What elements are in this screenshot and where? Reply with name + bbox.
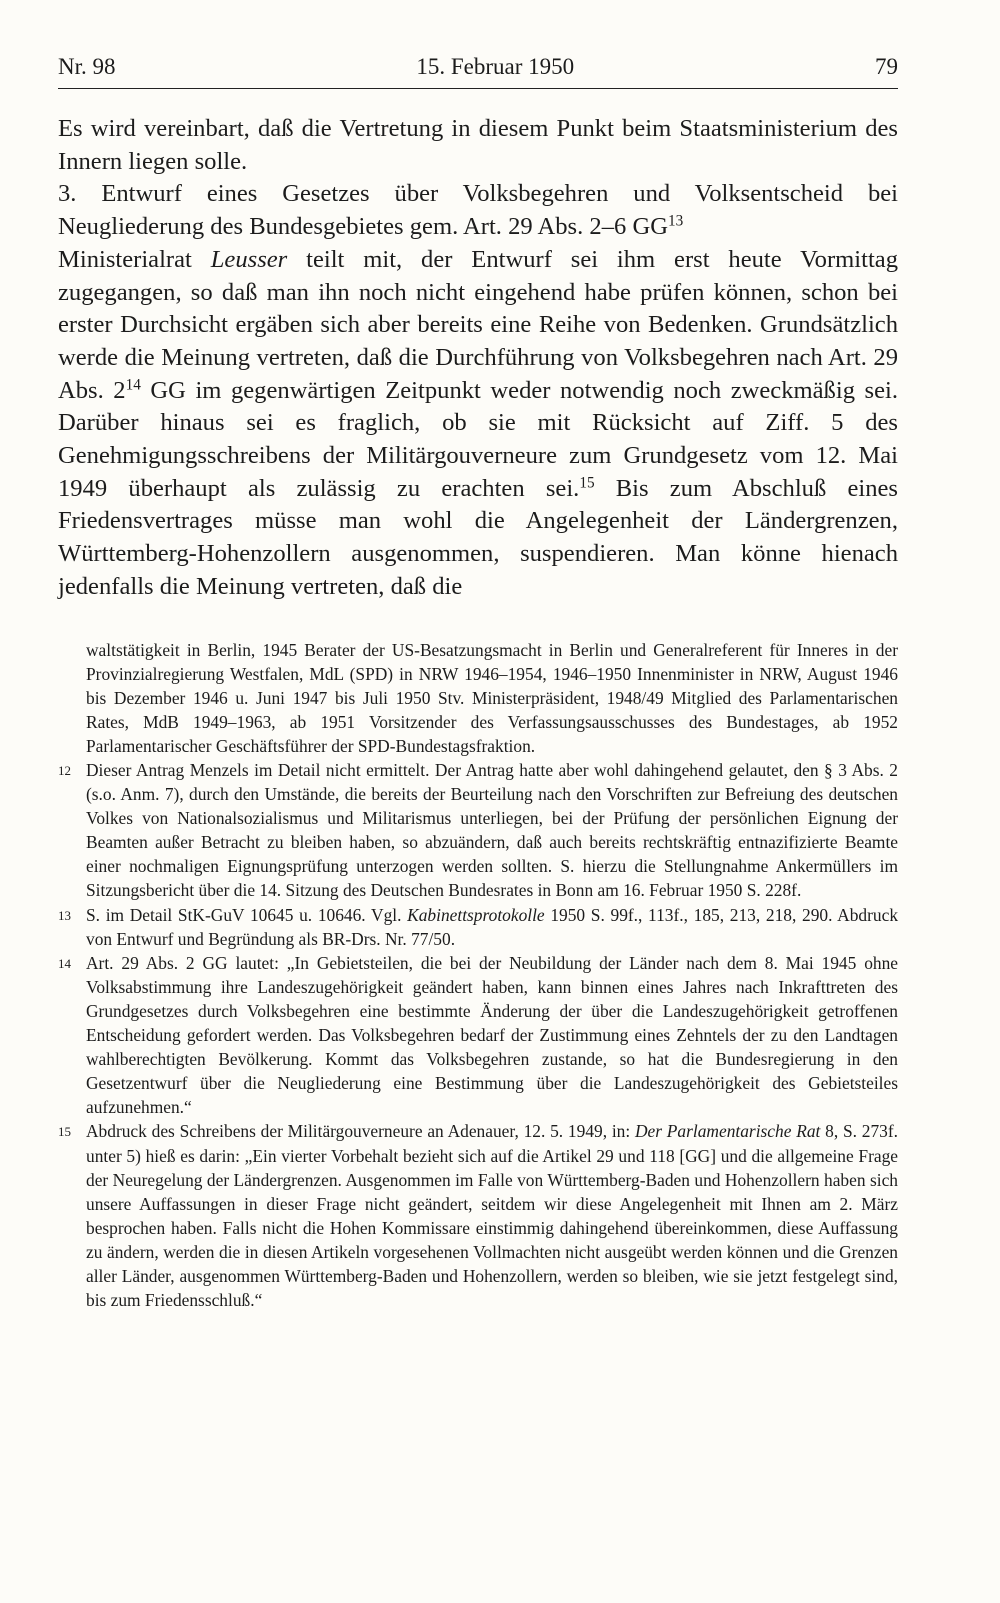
footnote-number: 13	[58, 907, 71, 923]
footnote-number: 12	[58, 763, 71, 779]
paragraph-leusser-intro: Ministerialrat	[58, 245, 211, 273]
cited-work: Kabinettsprotokolle	[407, 904, 545, 925]
footnotes	[58, 638, 898, 1313]
paragraph-leusser-part2: GG im gegenwärtigen Zeitpunkt weder notwendig noch zweckmäßig sei. Darüber hinaus sei es fraglich, ob sie mit Rücksicht auf Ziff. 5 des Genehmigungsschreibens der Militärgouverneure zum Grundgesetz vom 12. Mai 1949 überhaupt als zulässig zu erachten sei.	[58, 376, 898, 502]
footnote-ref-15: 15	[579, 474, 595, 492]
paragraph-leusser-part3: Bis zum Abschluß eines Friedensvertrages müsse man wohl die Angelegenheit der Ländergrenzen, Württemberg-Hohenzollern ausgenommen, suspendieren. Man könne hienach jedenfalls die Meinung vertreten, daß die	[58, 474, 898, 600]
footnote-text: Dieser Antrag Menzels im Detail nicht ermittelt. Der Antrag hatte aber wohl dahingehend gelautet, den § 3 Abs. 2 (s.o. Anm. 7), durch den Umstände, die bereits der Beurteilung nach den Vorschriften zur Befreiung des deutschen Volkes von Nationalsozialismus und Militarismus unterliegen, bei der Prüfung der persönlichen Eignung der Beamten außer Betracht zu bleiben haben, so abzuändern, daß auch bereits rechtskräftig entnazifizierte Beamte einer nochmaligen Eignungsprüfung unterzogen werden sollten. S. hierzu die Stellungnahme Ankermüllers im Sitzungsbericht über die 14. Sitzung des Deutschen Bundesrates in Bonn am 16. Februar 1950 S. 228f.	[86, 760, 898, 901]
running-header	[58, 54, 898, 89]
header-date: 15. Februar 1950	[416, 54, 575, 79]
footnote-ref-13: 13	[667, 212, 684, 230]
footnote-number: 14	[58, 955, 71, 971]
footnote-text	[86, 903, 898, 951]
paragraph-leusser	[58, 244, 898, 604]
footnote-text-part: Abdruck des Schreibens der Militärgouverneure an Adenauer, 12. 5. 1949, in:	[86, 1121, 635, 1142]
footnote-12	[58, 758, 898, 903]
footnote-14	[58, 951, 898, 1120]
main-text	[58, 113, 898, 604]
paragraph-leusser-part1: teilt mit, der Entwurf sei ihm erst heute Vormittag zugegangen, so daß man ihn noch nicht eingehend habe prüfen können, schon bei erster Durchsicht ergäben sich aber bereits eine Reihe von Bedenken. Grundsätzlich werde die Meinung vertreten, daß die Durchführung von Volksbegehren nach Art. 29 Abs. 2	[58, 245, 899, 404]
document-page	[58, 54, 898, 1312]
agenda-item-3-text: 3. Entwurf eines Gesetzes über Volksbegehren und Volksentscheid bei Neugliederung des Bundesgebietes gem. Art. 29 Abs. 2–6 GG	[58, 180, 898, 241]
footnote-text	[86, 1119, 898, 1312]
footnote-number: 15	[58, 1124, 71, 1140]
footnote-13	[58, 903, 898, 951]
footnote-ref-14: 14	[125, 376, 141, 394]
issue-number: Nr. 98	[58, 54, 116, 79]
footnote-continuation: waltstätigkeit in Berlin, 1945 Berater der US-Besatzungsmacht in Berlin und Generalreferent für Inneres in der Provinzialregierung Westfalen, MdL (SPD) in NRW 1946–1954, 1946–1950 Innenminister in NRW, August 1946 bis Dezember 1946 u. Juni 1947 bis Juli 1950 Stv. Ministerpräsident, 1948/49 Mitglied des Parlamentarischen Rates, MdB 1949–1963, ab 1951 Vorsitzender des Verfassungsausschusses des Bundestages, ab 1952 Parlamentarischer Geschäftsführer der SPD-Bundestagsfraktion.	[86, 639, 898, 756]
footnote-text-part: 1950 S. 99f., 113f., 185, 213, 218, 290. Abdruck von Entwurf und Begründung als BR-Drs. Nr. 77/50.	[86, 904, 899, 949]
agenda-item-3	[58, 178, 898, 243]
footnote-text: Art. 29 Abs. 2 GG lautet: „In Gebietsteilen, die bei der Neubildung der Länder nach dem 8. Mai 1945 ohne Volksabstimmung ihre Landeszugehörigkeit geändert haben, kann binnen eines Jahres nach Inkrafttreten des Grundgesetzes durch Volksbegehren eine bestimmte Änderung der über die Landeszugehörigkeit getroffenen Entscheidung gefordert werden. Das Volksbegehren bedarf der Zustimmung eines Zehntels der zu den Landtagen wahlberechtigten Bevölkerung. Kommt das Volksbegehren zustande, so hat die Bundesregierung in den Gesetzentwurf über die Neugliederung eine Bestimmung über die Landeszugehörigkeit des Gebietsteiles aufzunehmen.“	[86, 952, 898, 1118]
footnote-text-part: 8, S. 273f. unter 5) hieß es darin: „Ein vierter Vorbehalt bezieht sich auf die Artikel 29 und 118 [GG] und die allgemeine Frage der Neuregelung der Ländergrenzen. Ausgenommen im Falle von Württemberg-Baden und Hohenzollern haben sich unsere Auffassungen in dieser Frage nicht geändert, seitdem wir diese Angelegenheit mit Ihnen am 2. März besprochen haben. Falls nicht die Hohen Kommissare einstimmig dahingehend übereinkommen, diese Auffassung zu ändern, werden die in diesen Artikeln vorgesehenen Vollmachten nicht ausgeübt werden können und die Grenzen aller Länder, ausgenommen Württemberg-Baden und Hohenzollern, werden so bleiben, wie sie jetzt festgelegt sind, bis zum Friedensschluß.“	[86, 1121, 898, 1311]
page-number: 79	[875, 54, 898, 79]
footnote-text-part: S. im Detail StK-GuV 10645 u. 10646. Vgl.	[86, 904, 408, 925]
paragraph-agreement: Es wird vereinbart, daß die Vertretung in diesem Punkt beim Staatsministerium des Innern liegen solle.	[58, 115, 898, 175]
speaker-name: Leusser	[210, 245, 288, 273]
cited-work: Der Parlamentarische Rat	[634, 1121, 821, 1142]
footnote-15	[58, 1119, 898, 1312]
